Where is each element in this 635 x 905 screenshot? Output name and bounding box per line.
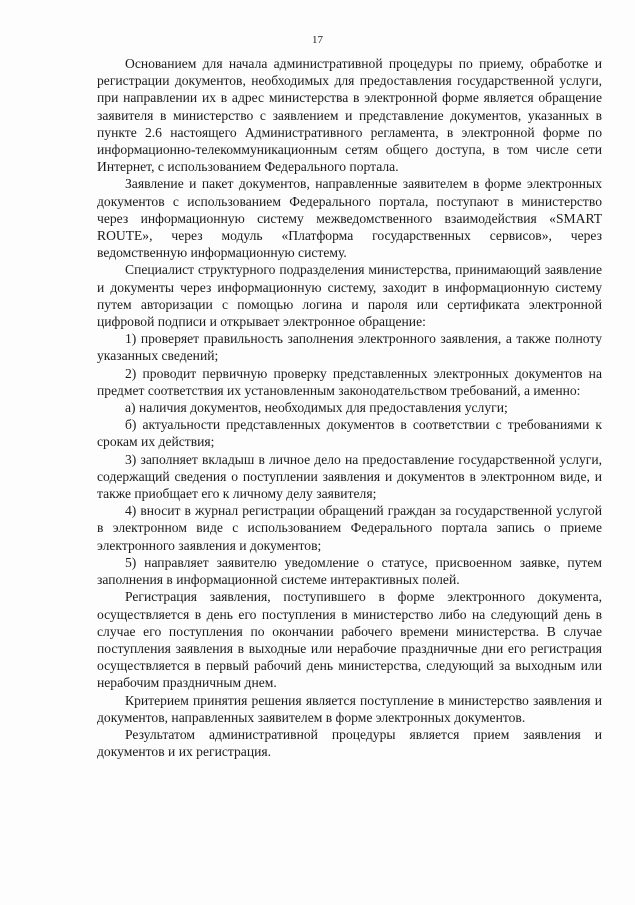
paragraph-specialist: Специалист структурного подразделения министерства, принимающий заявление и документы через информационную систему, заходит в информационную систему путем авторизации с помощью логина и пароля или сертификата электронной цифровой подписи и открывает электронное обращение: xyxy=(97,262,602,330)
list-item-2: 2) проводит первичную проверку представленных электронных документов на предмет соответствия их установленным законодательством требований, а именно: xyxy=(97,365,602,398)
paragraph-basis: Основанием для начала административной процедуры по приему, обработке и регистрации документов, необходимых для предоставления государственной услуги, при направлении их в адрес министерства в электронной форме является обращение заявителя в министерство с заявлением и представление документов, указанных в пункте 2.6 настоящего Административного регламента, в электронной форме по информационно-телекоммуникационным сетям общего доступа, в том числе сети Интернет, с использованием Федерального портала. xyxy=(97,56,602,175)
list-item-4: 4) вносит в журнал регистрации обращений граждан за государственной услугой в электронном виде с использованием Федерального портала запись о приеме электронного заявления и документов; xyxy=(97,503,602,553)
paragraph-application-package: Заявление и пакет документов, направленные заявителем в форме электронных документов с использованием Федерального портала, поступают в министерство через информационную систему межведомственного взаимодействия «SMART ROUTE», через модуль «Платформа государственных сервисов», через ведомственную информационную систему. xyxy=(97,176,602,261)
list-item-2b: б) актуальности представленных документов в соответствии с требованиями к срокам их действия; xyxy=(97,417,602,450)
paragraph-registration: Регистрация заявления, поступившего в форме электронного документа, осуществляется в день его поступления в министерство либо на следующий день в случае его поступления по окончании рабочего времени министерства. В случае поступления заявления в выходные или нерабочие праздничные дни его регистрация осуществляется в первый рабочий день министерства, следующий за выходным или нерабочим праздничным днем. xyxy=(97,589,602,691)
page-number: 17 xyxy=(312,34,323,46)
list-item-1: 1) проверяет правильность заполнения электронного заявления, а также полноту указанных сведений; xyxy=(97,331,602,364)
paragraph-criterion: Критерием принятия решения является поступление в министерство заявления и документов, направленных заявителем в форме электронных документов. xyxy=(97,692,602,725)
list-item-3: 3) заполняет вкладыш в личное дело на предоставление государственной услуги, содержащий сведения о поступлении заявления и документов в электронном виде, и также приобщает его к личному делу заявителя; xyxy=(97,451,602,502)
list-item-5: 5) направляет заявителю уведомление о статусе, присвоенном заявке, путем заполнения в информационной системе интерактивных полей. xyxy=(97,554,602,588)
document-body xyxy=(97,55,602,760)
list-item-2a: а) наличия документов, необходимых для предоставления услуги; xyxy=(125,400,508,416)
paragraph-result: Результатом административной процедуры является прием заявления и документов и их регистрация. xyxy=(97,726,602,760)
